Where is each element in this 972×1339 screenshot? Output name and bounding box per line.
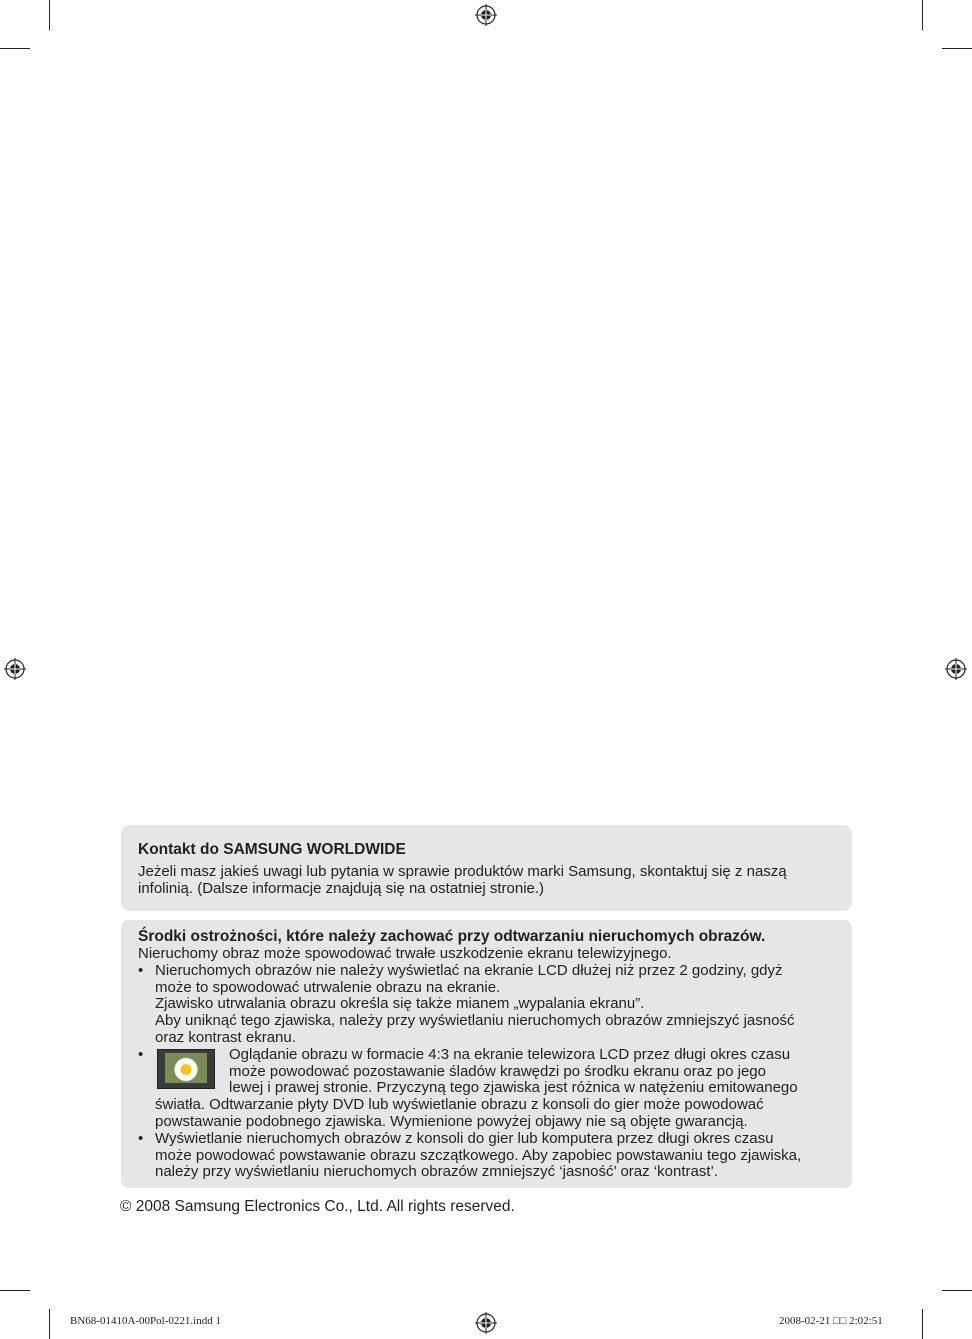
bullet-line: oraz kontrast ekranu.: [155, 1028, 296, 1046]
tv-flower-image-icon: [157, 1049, 215, 1089]
registration-mark-icon: [4, 658, 26, 680]
bullet-symbol: •: [138, 1129, 144, 1147]
bullet-line: światła. Odtwarzanie płyty DVD lub wyświetlanie obrazu z konsoli do gier może powodować: [155, 1096, 764, 1114]
bullet-line: należy przy wyświetlaniu nieruchomych obrazów zmniejszyć ‘jasność’ oraz ‘kontrast’.: [155, 1163, 718, 1181]
bullet-line: powstawanie podobnego zjawiska. Wymienione powyżej objawy nie są objęte gwarancją.: [155, 1112, 748, 1130]
bullet-line: może to spowodować utrwalenie obrazu na ekranie.: [155, 978, 501, 996]
crop-mark: [922, 0, 923, 30]
bullet-line: Oglądanie obrazu w formacie 4:3 na ekranie telewizora LCD przez długi okres czasu: [229, 1045, 791, 1063]
crop-mark: [49, 1309, 50, 1339]
list-item: [138, 1131, 840, 1181]
precautions-box: [121, 920, 852, 1188]
crop-mark: [0, 48, 30, 49]
bullet-line: może powodować powstawanie obrazu szczątkowego. Aby zapobiec powstawaniu tego zjawiska,: [155, 1146, 802, 1164]
registration-mark-icon: [945, 658, 967, 680]
precautions-list: [138, 963, 840, 1181]
list-item: [138, 963, 840, 1047]
slug-timestamp: 2008-02-21 □□ 2:02:51: [779, 1315, 883, 1327]
contact-body: [138, 864, 836, 898]
contact-line: Jeżeli masz jakieś uwagi lub pytania w sprawie produktów marki Samsung, skontaktuj się z naszą: [138, 863, 787, 880]
bullet-line: lewej i prawej stronie. Przyczyną tego zjawiska jest różnica w natężeniu emitowanego: [229, 1079, 798, 1097]
precautions-title: Środki ostrożności, które należy zachować przy odtwarzaniu nieruchomych obrazów.: [138, 928, 766, 945]
list-item: [138, 1047, 840, 1131]
bullet-line: Zjawisko utrwalania obrazu określa się także mianem „wypalania ekranu”.: [155, 995, 645, 1013]
registration-mark-icon: [475, 1312, 497, 1334]
copyright-notice: © 2008 Samsung Electronics Co., Ltd. All rights reserved.: [120, 1198, 515, 1215]
crop-mark: [49, 0, 50, 30]
precautions-intro: Nieruchomy obraz może spowodować trwałe uszkodzenie ekranu telewizyjnego.: [138, 945, 672, 962]
bullet-symbol: •: [138, 1045, 144, 1063]
bullet-line: Nieruchomych obrazów nie należy wyświetlać na ekranie LCD dłużej niż przez 2 godziny, gdyż: [155, 961, 783, 979]
contact-box: [121, 825, 852, 911]
crop-mark: [942, 1290, 972, 1291]
crop-mark: [942, 48, 972, 49]
slug-file-info: BN68-01410A-00Pol-0221.indd 1: [70, 1315, 221, 1327]
contact-title: Kontakt do SAMSUNG WORLDWIDE: [138, 841, 406, 858]
crop-mark: [0, 1290, 30, 1291]
bullet-line: może powodować pozostawanie śladów krawędzi po środku ekranu oraz po jego: [229, 1062, 766, 1080]
bullet-symbol: •: [138, 961, 144, 979]
bullet-line: Wyświetlanie nieruchomych obrazów z konsoli do gier lub komputera przez długi okres czasu: [155, 1129, 774, 1147]
bullet-line: Aby uniknąć tego zjawiska, należy przy wyświetlaniu nieruchomych obrazów zmniejszyć jasność: [155, 1012, 795, 1030]
crop-mark: [922, 1309, 923, 1339]
registration-mark-icon: [475, 4, 497, 26]
contact-line: infolinią. (Dalsze informacje znajdują się na ostatniej stronie.): [138, 879, 545, 897]
